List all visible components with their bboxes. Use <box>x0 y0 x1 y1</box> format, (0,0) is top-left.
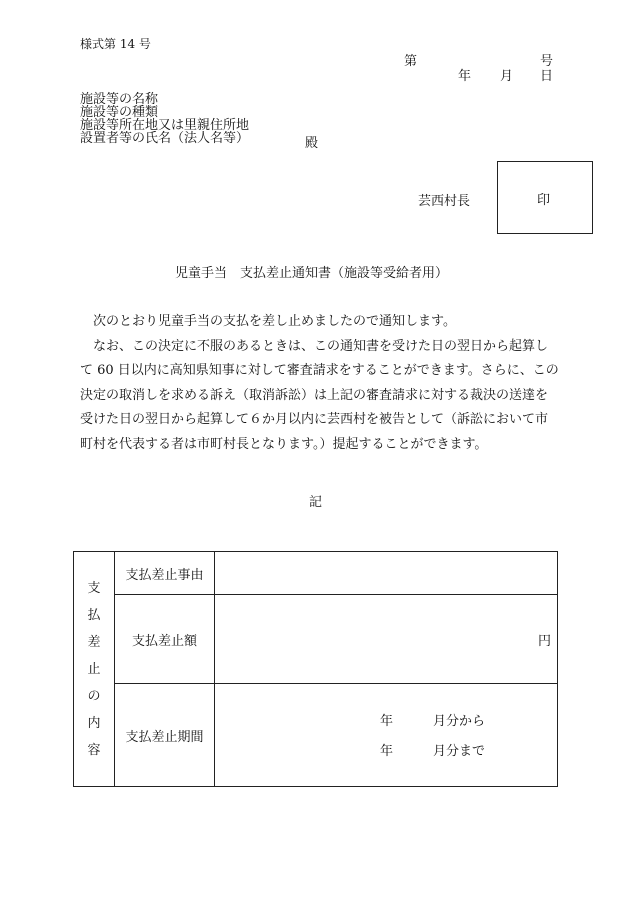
date-day-label: 日 <box>540 69 554 84</box>
suspension-details-table <box>73 551 558 787</box>
form-number: 様式第 14 号 <box>80 37 151 51</box>
operator-name-label: 設置者等の氏名（法人名等） <box>80 131 250 146</box>
period-to: 年 月分まで <box>380 744 486 759</box>
vertical-header: 支 払 差 止 の 内 容 <box>74 552 115 787</box>
document-number-suffix: 号 <box>540 54 554 69</box>
seal-mark: 印 <box>537 193 551 208</box>
period-label: 支払差止期間 <box>115 684 215 787</box>
notice-body <box>80 310 560 457</box>
addressee-block <box>80 93 249 145</box>
date-year-label: 年 <box>458 69 472 84</box>
issuer-mayor: 芸西村長 <box>418 194 471 209</box>
facility-type-label: 施設等の種類 <box>80 105 159 120</box>
reason-label: 支払差止事由 <box>115 552 215 595</box>
date-month-label: 月 <box>500 69 514 84</box>
ki-heading: 記 <box>309 495 323 510</box>
honorific: 殿 <box>305 136 319 151</box>
facility-address-label: 施設等所在地又は里親住所地 <box>80 118 250 133</box>
notice-paragraph-2: なお、この決定に不服のあるときは、この通知書を受けた日の翌日から起算して 60 日以内に高知県知事に対して審査請求をすることができます。さらに、この決定の取消しを求める訴え（取消訴訟）は上記の審査請求に対する裁決の送達を受けた日の翌日から起算して６か月以内に芸西村を被告として（訴訟において市町村を代表する者は市町村長となります。）提起することができます。 <box>80 338 559 452</box>
period-value <box>215 684 558 787</box>
document-number-prefix: 第 <box>404 54 418 69</box>
facility-name-label: 施設等の名称 <box>80 92 159 107</box>
reason-value <box>215 552 558 595</box>
amount-label: 支払差止額 <box>115 595 215 684</box>
amount-unit: 円 <box>215 595 558 684</box>
notice-paragraph-1: 次のとおり児童手当の支払を差し止めましたので通知します。 <box>93 314 456 329</box>
period-from: 年 月分から <box>380 714 486 729</box>
document-title: 児童手当 支払差止通知書（施設等受給者用） <box>175 266 449 281</box>
